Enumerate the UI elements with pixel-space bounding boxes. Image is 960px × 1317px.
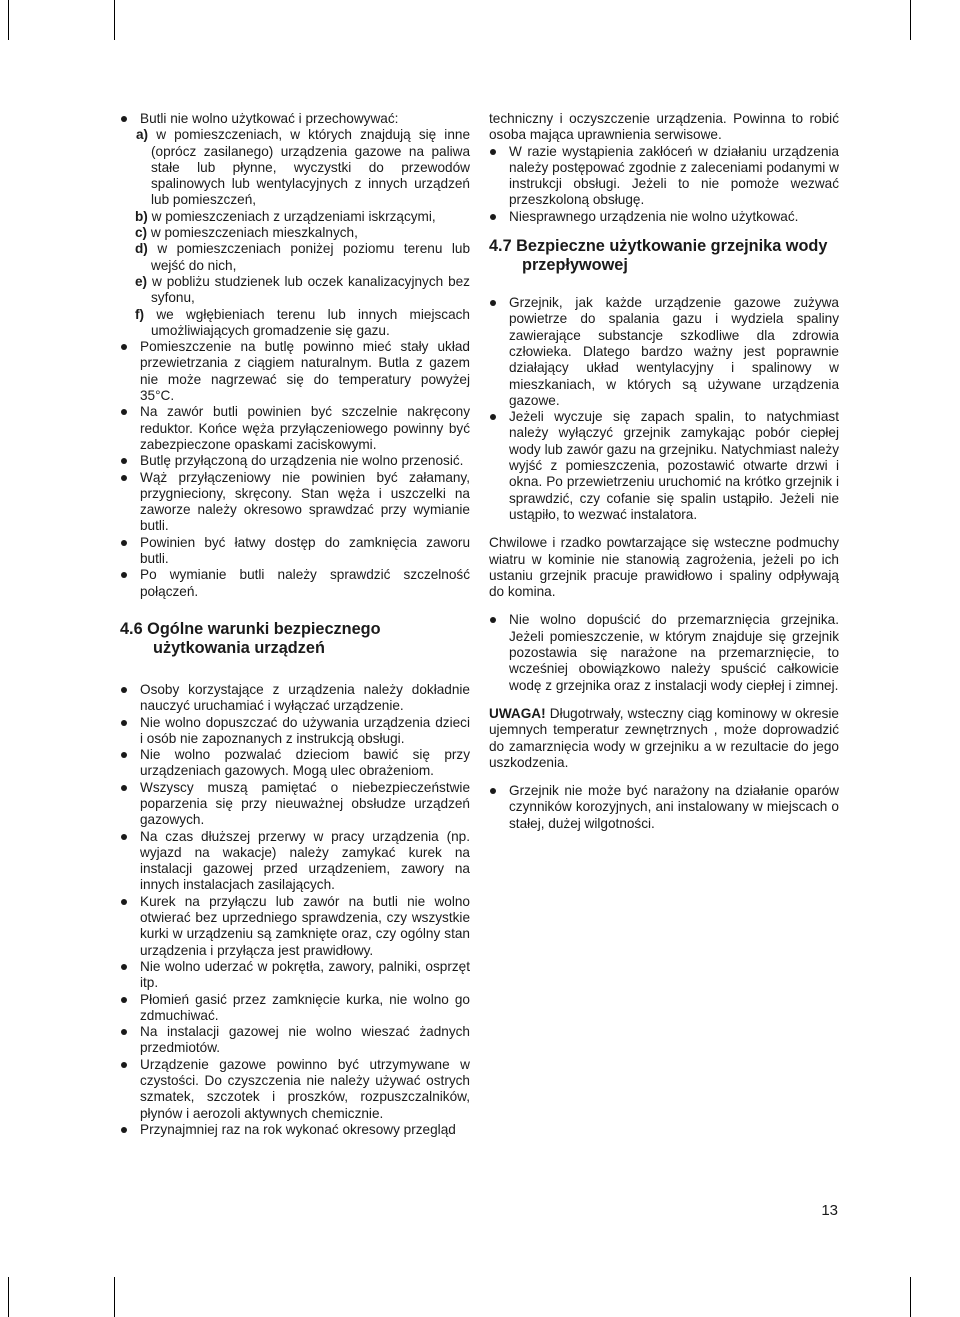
list-item: Przynajmniej raz na rok wykonać okresowy przegląd [120,1122,470,1138]
list-item: Nie wolno uderzać w pokrętła, zawory, palniki, osprzęt itp. [120,959,470,992]
list-item: Powinien być łatwy dostęp do zamknięcia zaworu butli. [120,535,470,568]
list-item: Wszyscy muszą pamiętać o niebezpieczeństwie poparzenia się przy nieuważnej obsłudze urządzeń gazowych. [120,780,470,829]
continuation-text: techniczny i oczyszczenie urządzenia. Powinna to robić osoba mająca uprawnienia serwisowe. [489,111,839,143]
list-item: Kurek na przyłączu lub zawór na butli nie wolno otwierać bez uprzedniego sprawdzenia, czy wszystkie kurki w urządzeniu są zamknięte oraz, czy ogólny stan urządzenia i przyłącza jest prawidłowy. [120,894,470,959]
list-item: Butlę przyłączoną do urządzenia nie wolno przenosić. [120,453,470,469]
list-item: Osoby korzystające z urządzenia należy dokładnie nauczyć uruchamiać i wyłączać urządzenie. [120,682,470,715]
list-item: Nie wolno dopuszczać do używania urządzenia dzieci i osób nie zapoznanych z instrukcją obsługi. [120,715,470,748]
list-item: W razie wystąpienia zakłóceń w działaniu urządzenia należy postępować zgodnie z zaleceniami podanymi w instrukcji obsługi. Jeżeli to nie pomoże wezwać przeszkoloną obsługę. [489,144,839,209]
list-item: Na instalacji gazowej nie wolno wieszać żadnych przedmiotów. [120,1024,470,1057]
storage-item-d: d) w pomieszczeniach poniżej poziomu terenu lub wejść do nich, [135,241,471,273]
warning-paragraph [489,706,839,771]
page-number: 13 [821,1202,838,1219]
list-item: Nie wolno dopuścić do przemarznięcia grzejnika. Jeżeli pomieszczenie, w którym znajduje się grzejnik pozostawia się narażone na przemarznięcie, to wcześniej obowiązkowo należy spuścić całkowicie wodę z grzejnika oraz z instalacji wody ciepłej i zimnej. [489,612,839,693]
list-item: Na zawór butli powinien być szczelnie nakręcony reduktor. Końce węża przyłączeniowego powinny być zabezpieczone opaskami zaciskowymi. [120,404,470,453]
list-item: Płomień gasić przez zamknięcie kurka, nie wolno go zdmuchiwać. [120,992,470,1025]
list-item: Pomieszczenie na butlę powinno mieć stały układ przewietrzania z ciągiem naturalnym. Butla z gazem nie może nagrzewać się do temperatury powyżej 35°C. [120,339,470,404]
crop-mark-top-right [910,0,911,40]
storage-item-c: c) w pomieszczeniach mieszkalnych, [135,225,358,241]
crop-mark-top-left [8,0,9,40]
list-item: Grzejnik, jak każde urządzenie gazowe zużywa powietrze do spalania gazu i wydziela spaliny zawierające substancje szkodliwe dla zdrowia człowieka. Dlatego bardzo ważny jest poprawnie działający układ wentylacyjny i spalinowy w mieszkaniach, w których są używane urządzenia gazowe. [489,295,839,409]
section-heading-4-7: 4.7 Bezpieczne użytkowanie grzejnika wody przepływowej [489,237,828,275]
right-column [489,111,839,832]
crop-mark-top-left-inner [114,0,115,40]
list-item: Po wymianie butli należy sprawdzić szczelność połączeń. [120,567,470,600]
storage-item-f: f) we wgłębieniach terenu lub innych miejscach umożliwiających gromadzenie się gazu. [135,306,470,338]
storage-item-e: e) w pobliżu studzienek lub oczek kanalizacyjnych bez syfonu, [135,273,470,306]
list-item: Wąż przyłączeniowy nie powinien być załamany, przygnieciony, skręcony. Stan węża i uszczelki na zaworze należy okresowo sprawdzać przy wymianie butli. [120,470,470,535]
list-item: Na czas dłuższej przerwy w pracy urządzenia (np. wyjazd na wakacje) należy zamykać kurek na instalacji gazowej przed urządzeniem, zawory na innych instalacjach zasilających. [120,829,470,894]
list-item: Niesprawnego urządzenia nie wolno użytkować. [489,209,839,225]
crop-mark-bottom-left-inner [114,1277,115,1317]
left-column [120,111,470,1138]
crop-mark-bottom-left [8,1277,9,1317]
warning-label: UWAGA! [489,705,546,721]
list-item: Nie wolno pozwalać dzieciom bawić się przy urządzeniach gazowych. Mogą ulec obrażeniom. [120,747,470,780]
crop-mark-bottom-right [910,1277,911,1317]
list-item: Grzejnik nie może być narażony na działanie oparów czynników korozyjnych, ani instalowany w miejscach o stałej, dużej wilgotności. [489,783,839,832]
list-item: Butli nie wolno użytkować i przechowywać: [120,111,470,127]
list-item: Urządzenie gazowe powinno być utrzymywane w czystości. Do czyszczenia nie należy używać ostrych szmatek, szczotek i proszków, rozpuszczalników, płynów i aerozoli aktywnych chemicznie. [120,1057,470,1122]
wind-paragraph: Chwilowe i rzadko powtarzające się wsteczne podmuchy wiatru w kominie nie stanowią zagrożenia, jeżeli po ich ustaniu grzejnik pracuje prawidłowo i spaliny odpływają do komina. [489,535,839,600]
storage-item-a: a) w pomieszczeniach, w których znajdują się inne (oprócz zasilanego) urządzenia gazowe na paliwa stałe lub płynne, wyczystki do przewodów spalinowych lub wentylacyjnych z innych urządzeń lub pomieszczeń, [136,127,471,208]
warning-text: Długotrwały, wsteczny ciąg kominowy w okresie ujemnych temperatur zewnętrznych , może doprowadzić do zamarznięcia wody w grzejniku a w rezultacie do jego uszkodzenia. [489,705,839,770]
storage-item-b: b) w pomieszczeniach z urządzeniami iskrzącymi, [135,208,436,224]
list-item: Jeżeli wyczuje się zapach spalin, to natychmiast należy wyłączyć grzejnik zamykając pobór ciepłej wody lub zawór gazu na grzejniku. Natychmiast należy wyjść z pomieszczenia, pozostawić otwarte drzwi i okna. Po przewietrzeniu uruchomić na krótko grzejnik i sprawdzić, czy cofanie się spalin ustąpiło. Jeżeli nie ustąpiło, to wezwać instalatora. [489,409,839,523]
section-heading-4-6: 4.6 Ogólne warunki bezpiecznego użytkowania urządzeń [120,619,381,657]
